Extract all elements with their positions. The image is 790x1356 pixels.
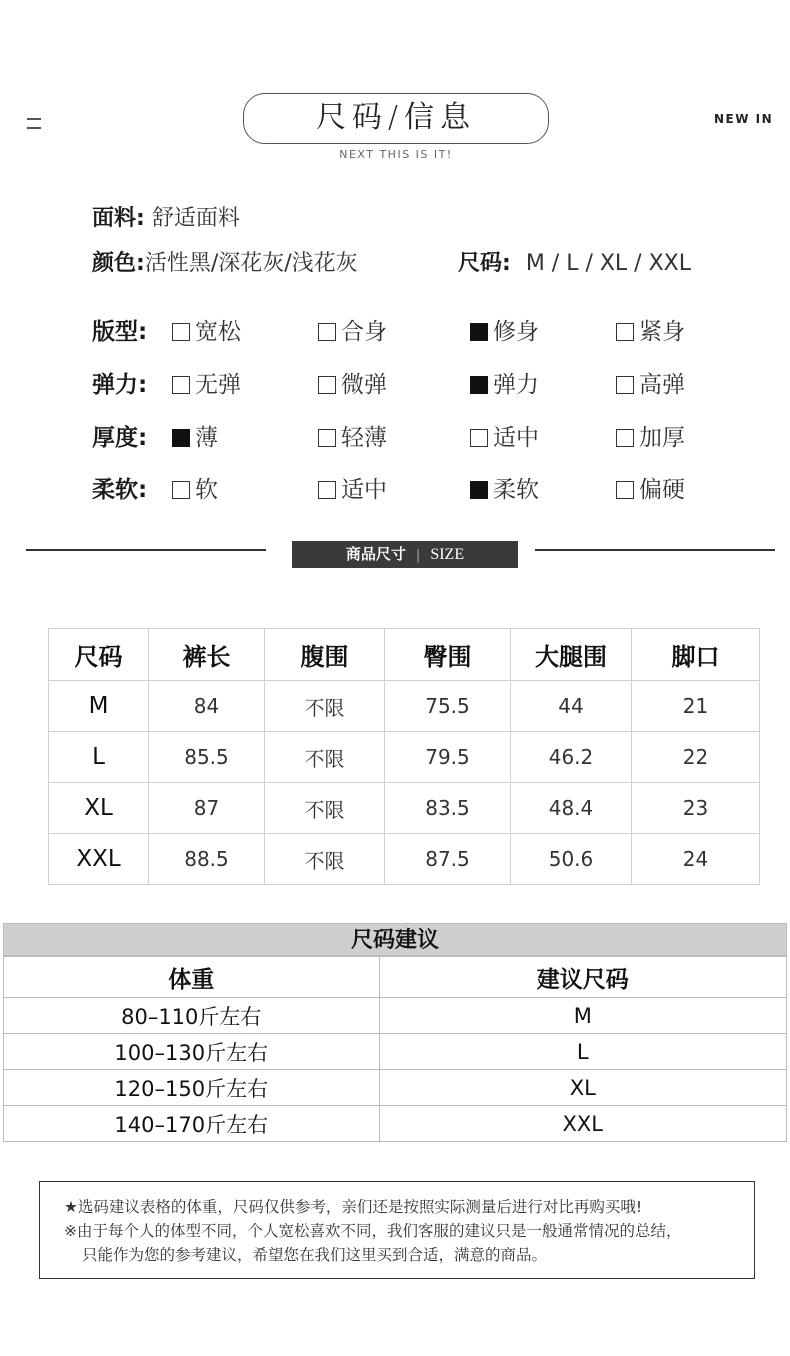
section-tag-en: SIZE bbox=[430, 546, 465, 563]
attribute-option-label: 微弹 bbox=[341, 372, 387, 398]
size-table bbox=[48, 628, 760, 885]
section-tag bbox=[292, 541, 518, 568]
unchecked-box-icon bbox=[616, 481, 634, 499]
attribute-option-label: 轻薄 bbox=[341, 425, 387, 451]
checked-box-icon bbox=[172, 429, 190, 447]
unchecked-box-icon bbox=[172, 481, 190, 499]
table-cell: 24 bbox=[632, 834, 760, 885]
table-cell: M bbox=[379, 998, 786, 1034]
table-cell: XXL bbox=[379, 1106, 786, 1142]
page-title: 尺码/信息 bbox=[243, 93, 549, 144]
table-row bbox=[49, 681, 760, 732]
table-row bbox=[49, 732, 760, 783]
attribute-option-label: 修身 bbox=[493, 319, 539, 345]
table-cell: 不限 bbox=[265, 834, 385, 885]
attribute-row bbox=[92, 316, 732, 348]
size-label: 尺码: bbox=[458, 251, 511, 276]
attribute-option bbox=[172, 316, 241, 348]
attribute-option-label: 柔软 bbox=[493, 477, 539, 503]
table-cell: 不限 bbox=[265, 783, 385, 834]
note-line: 只能作为您的参考建议，希望您在我们这里买到合适，满意的商品。 bbox=[82, 1246, 548, 1264]
table-cell: 75.5 bbox=[385, 681, 511, 732]
size-value: M / L / XL / XXL bbox=[525, 251, 691, 276]
unchecked-box-icon bbox=[616, 323, 634, 341]
unchecked-box-icon bbox=[172, 323, 190, 341]
attribute-option-label: 高弹 bbox=[639, 372, 685, 398]
table-cell: 80–110斤左右 bbox=[4, 998, 380, 1034]
table-cell: 21 bbox=[632, 681, 760, 732]
recommendation-header bbox=[4, 957, 787, 998]
recommendation-title: 尺码建议 bbox=[3, 923, 787, 956]
fabric-value: 舒适面料 bbox=[151, 206, 240, 231]
table-cell: XL bbox=[49, 783, 149, 834]
table-row bbox=[49, 783, 760, 834]
attribute-option bbox=[318, 474, 387, 506]
attribute-option-label: 宽松 bbox=[195, 319, 241, 345]
attribute-option-label: 适中 bbox=[493, 425, 539, 451]
attribute-option bbox=[616, 474, 685, 506]
table-row bbox=[49, 834, 760, 885]
attribute-option-label: 薄 bbox=[195, 425, 218, 451]
unchecked-box-icon bbox=[318, 376, 336, 394]
attribute-option-label: 软 bbox=[195, 477, 218, 503]
unchecked-box-icon bbox=[172, 376, 190, 394]
attribute-row bbox=[92, 422, 732, 454]
table-cell: 87 bbox=[149, 783, 265, 834]
notes-box bbox=[39, 1181, 755, 1279]
attribute-option bbox=[470, 474, 539, 506]
attribute-label: 厚度: bbox=[92, 425, 148, 451]
fabric-label: 面料: bbox=[92, 206, 145, 231]
table-row bbox=[4, 998, 787, 1034]
page-subtitle: NEXT THIS IS IT! bbox=[339, 148, 453, 161]
column-header: 裤长 bbox=[149, 629, 265, 681]
attribute-option bbox=[172, 474, 218, 506]
column-header: 大腿围 bbox=[511, 629, 632, 681]
attribute-option bbox=[616, 422, 685, 454]
attribute-option bbox=[470, 422, 539, 454]
attribute-label: 柔软: bbox=[92, 477, 148, 503]
unchecked-box-icon bbox=[616, 376, 634, 394]
color-label: 颜色: bbox=[92, 251, 145, 276]
table-cell: 44 bbox=[511, 681, 632, 732]
attribute-option bbox=[470, 316, 539, 348]
attribute-option bbox=[172, 422, 218, 454]
attribute-label: 弹力: bbox=[92, 372, 148, 398]
unchecked-box-icon bbox=[318, 323, 336, 341]
table-cell: 46.2 bbox=[511, 732, 632, 783]
table-cell: L bbox=[379, 1034, 786, 1070]
table-cell: 120–150斤左右 bbox=[4, 1070, 380, 1106]
table-cell: M bbox=[49, 681, 149, 732]
color-row bbox=[92, 249, 358, 279]
size-table-header bbox=[49, 629, 760, 681]
size-recommendation bbox=[3, 923, 787, 1142]
table-cell: 83.5 bbox=[385, 783, 511, 834]
section-tag-cn: 商品尺寸 bbox=[345, 545, 406, 563]
unchecked-box-icon bbox=[318, 481, 336, 499]
menu-icon[interactable] bbox=[27, 116, 41, 130]
column-header: 腹围 bbox=[265, 629, 385, 681]
size-options-row bbox=[458, 249, 691, 279]
checked-box-icon bbox=[470, 376, 488, 394]
divider-line-left bbox=[26, 549, 266, 551]
checked-box-icon bbox=[470, 481, 488, 499]
attribute-label: 版型: bbox=[92, 319, 148, 345]
column-header: 建议尺码 bbox=[379, 957, 786, 998]
attribute-option-label: 偏硬 bbox=[639, 477, 685, 503]
unchecked-box-icon bbox=[616, 429, 634, 447]
fabric-row bbox=[92, 204, 240, 234]
attribute-row bbox=[92, 369, 732, 401]
recommendation-table bbox=[3, 956, 787, 1142]
table-cell: 140–170斤左右 bbox=[4, 1106, 380, 1142]
column-header: 臀围 bbox=[385, 629, 511, 681]
table-cell: 不限 bbox=[265, 732, 385, 783]
divider-line-right bbox=[535, 549, 775, 551]
table-cell: 87.5 bbox=[385, 834, 511, 885]
table-cell: 50.6 bbox=[511, 834, 632, 885]
attribute-option bbox=[318, 369, 387, 401]
attribute-option-label: 弹力 bbox=[493, 372, 539, 398]
note-line: ※由于每个人的体型不同，个人宽松喜欢不同，我们客服的建议只是一般通常情况的总结， bbox=[64, 1222, 682, 1240]
attribute-option bbox=[616, 316, 685, 348]
note-line: ★选码建议表格的体重，尺码仅供参考，亲们还是按照实际测量后进行对比再购买哦! bbox=[64, 1198, 643, 1216]
column-header: 体重 bbox=[4, 957, 380, 998]
attribute-option-label: 合身 bbox=[341, 319, 387, 345]
table-row bbox=[4, 1070, 787, 1106]
attribute-option-label: 无弹 bbox=[195, 372, 241, 398]
table-cell: 不限 bbox=[265, 681, 385, 732]
attribute-option-label: 加厚 bbox=[639, 425, 685, 451]
attribute-option bbox=[318, 422, 387, 454]
table-cell: 48.4 bbox=[511, 783, 632, 834]
unchecked-box-icon bbox=[470, 429, 488, 447]
table-cell: 22 bbox=[632, 732, 760, 783]
table-cell: XXL bbox=[49, 834, 149, 885]
color-value: 活性黑/深花灰/浅花灰 bbox=[144, 251, 358, 276]
new-in-badge: NEW IN bbox=[714, 112, 774, 126]
table-cell: XL bbox=[379, 1070, 786, 1106]
table-cell: 84 bbox=[149, 681, 265, 732]
unchecked-box-icon bbox=[318, 429, 336, 447]
attribute-option bbox=[172, 369, 241, 401]
column-header: 尺码 bbox=[49, 629, 149, 681]
table-row bbox=[4, 1106, 787, 1142]
table-row bbox=[4, 1034, 787, 1070]
checked-box-icon bbox=[470, 323, 488, 341]
table-cell: 79.5 bbox=[385, 732, 511, 783]
attribute-row bbox=[92, 474, 732, 506]
attribute-option bbox=[470, 369, 539, 401]
attribute-option bbox=[616, 369, 685, 401]
attribute-option bbox=[318, 316, 387, 348]
table-cell: 23 bbox=[632, 783, 760, 834]
table-cell: 85.5 bbox=[149, 732, 265, 783]
column-header: 脚口 bbox=[632, 629, 760, 681]
table-cell: 88.5 bbox=[149, 834, 265, 885]
table-cell: 100–130斤左右 bbox=[4, 1034, 380, 1070]
section-tag-sep: | bbox=[415, 548, 421, 563]
table-cell: L bbox=[49, 732, 149, 783]
attribute-option-label: 适中 bbox=[341, 477, 387, 503]
attribute-option-label: 紧身 bbox=[639, 319, 685, 345]
